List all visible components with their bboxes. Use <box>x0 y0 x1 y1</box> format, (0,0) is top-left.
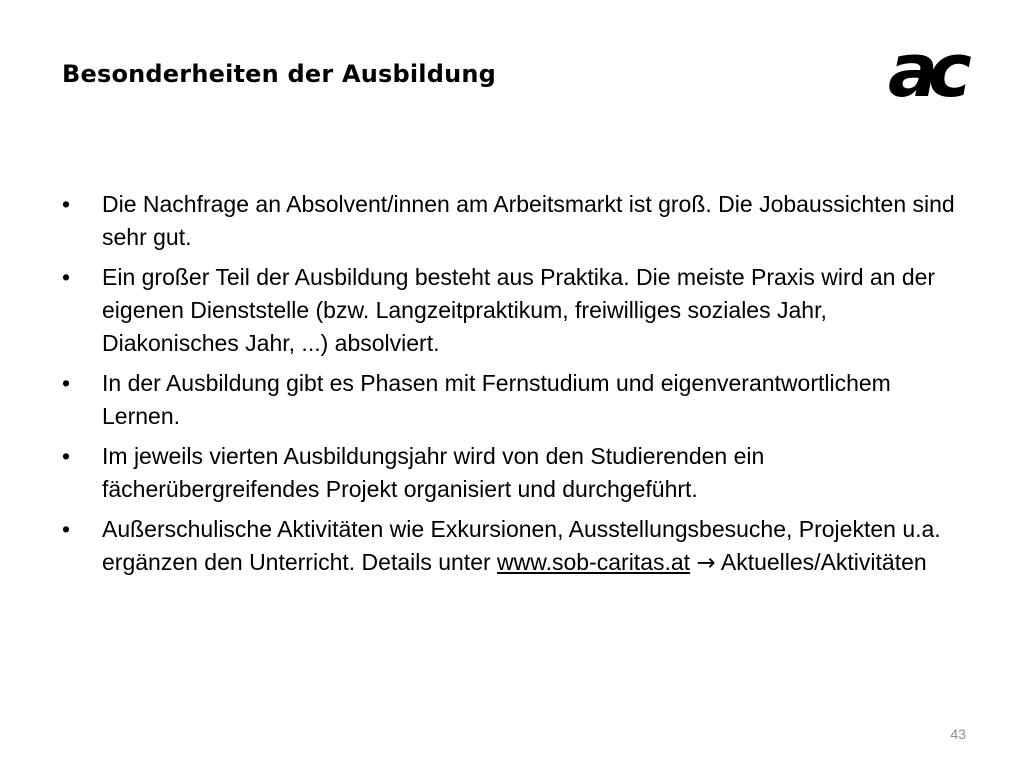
slide-title: Besonderheiten der Ausbildung <box>62 60 497 88</box>
bullet-text: In der Ausbildung gibt es Phasen mit Fernstudium und eigenverantwortlichem Lernen. <box>102 370 891 429</box>
bullet-text: Im jeweils vierten Ausbildungsjahr wird von den Studierenden ein fächerübergreifendes Projekt organisiert und durchgeführt. <box>102 443 765 502</box>
bullet-item <box>62 261 962 360</box>
bullet-item <box>62 440 962 506</box>
bullet-marker: • <box>62 191 71 217</box>
bullet-item <box>62 367 962 433</box>
bullet-tail-text: Aktuelles/Aktivitäten <box>720 549 927 575</box>
website-link[interactable]: www.sob-caritas.at <box>497 549 691 575</box>
bullet-text: Außerschulische Aktivitäten wie Exkursionen, Ausstellungsbesuche, Projekten u.a. ergänzen den Unterricht. Details unter <box>102 516 941 575</box>
bullet-item <box>62 188 962 254</box>
bullet-marker: • <box>62 443 71 469</box>
ac-logo <box>888 40 974 104</box>
arrow-right-icon: → <box>696 550 716 576</box>
bullet-marker: • <box>62 370 71 396</box>
bullet-marker: • <box>62 516 71 542</box>
bullet-list <box>62 188 962 587</box>
logo-text: ac <box>888 40 962 104</box>
bullet-text: Ein großer Teil der Ausbildung besteht aus Praktika. Die meiste Praxis wird an der eigenen Dienststelle (bzw. Langzeitpraktikum, freiwilliges soziales Jahr, Diakonisches Jahr, ...) absolviert. <box>102 264 936 356</box>
bullet-marker: • <box>62 264 71 290</box>
bullet-text: Die Nachfrage an Absolvent/innen am Arbeitsmarkt ist groß. Die Jobaussichten sind sehr gut. <box>102 191 955 250</box>
bullet-item <box>62 513 962 580</box>
page-number: 43 <box>950 726 966 742</box>
